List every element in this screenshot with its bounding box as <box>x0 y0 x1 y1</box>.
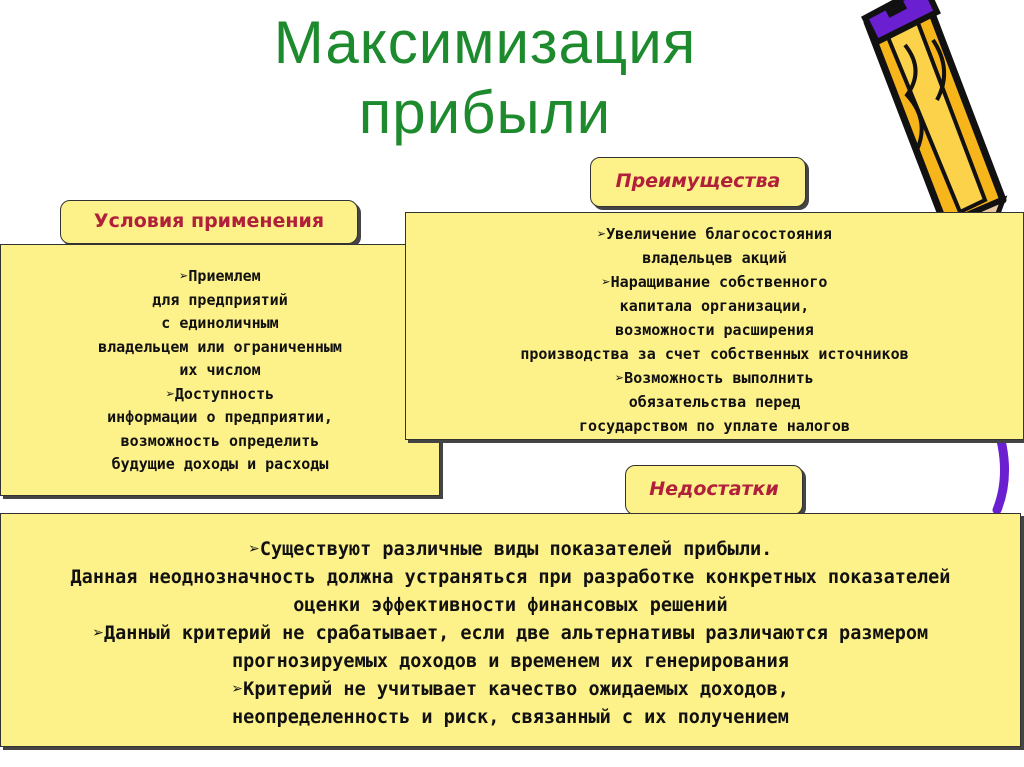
conditions-line: их числом <box>179 361 261 379</box>
disadvantages-line: неопределенность и риск, связанный с их получением <box>232 707 789 728</box>
disadvantages-line: ➢Данный критерий не срабатывает, если две альтернативы различаются размером <box>92 623 929 644</box>
conditions-line: информации о предприятии, <box>107 408 333 426</box>
advantages-line: обязательства перед <box>628 393 801 411</box>
disadvantages-line: ➢Критерий не учитывает качество ожидаемых доходов, <box>232 679 789 700</box>
disadvantages-line: оценки эффективности финансовых решений <box>293 595 728 616</box>
conditions-box <box>0 244 440 496</box>
advantages-line: ➢Наращивание собственного <box>601 273 828 291</box>
disadvantages-label-text: Недостатки <box>649 478 779 500</box>
advantages-box <box>405 212 1024 440</box>
conditions-line: будущие доходы и расходы <box>111 455 329 473</box>
advantages-label <box>590 157 806 207</box>
advantages-line: производства за счет собственных источников <box>520 345 909 363</box>
title-line-2: прибыли <box>358 79 612 146</box>
advantages-line: ➢Увеличение благосостояния <box>597 225 832 243</box>
page-title <box>0 8 970 148</box>
advantages-line: государством по уплате налогов <box>579 417 850 435</box>
advantages-label-text: Преимущества <box>615 170 781 192</box>
disadvantages-line: прогнозируемых доходов и временем их генерирования <box>232 651 789 672</box>
title-line-1: Максимизация <box>273 9 697 76</box>
advantages-line: возможности расширения <box>615 321 814 339</box>
disadvantages-line: Данная неоднозначность должна устраняться при разработке конкретных показателей <box>70 567 951 588</box>
advantages-line: ➢Возможность выполнить <box>615 369 814 387</box>
conditions-label-text: Условия применения <box>93 210 325 232</box>
conditions-line: ➢Доступность <box>165 384 275 403</box>
conditions-line: возможность определить <box>120 431 320 450</box>
conditions-line: ➢Приемлем <box>179 267 261 285</box>
disadvantages-box <box>0 513 1021 747</box>
advantages-line: капитала организации, <box>619 297 810 315</box>
conditions-line: владельцем или ограниченным <box>98 337 342 356</box>
advantages-line: владельцев акций <box>642 249 787 267</box>
conditions-line: с единоличным <box>161 314 279 332</box>
disadvantages-line: ➢Существуют различные виды показателей прибыли. <box>248 539 773 560</box>
disadvantages-label <box>625 465 803 515</box>
conditions-label <box>60 200 358 244</box>
conditions-line: для предприятий <box>152 290 288 309</box>
